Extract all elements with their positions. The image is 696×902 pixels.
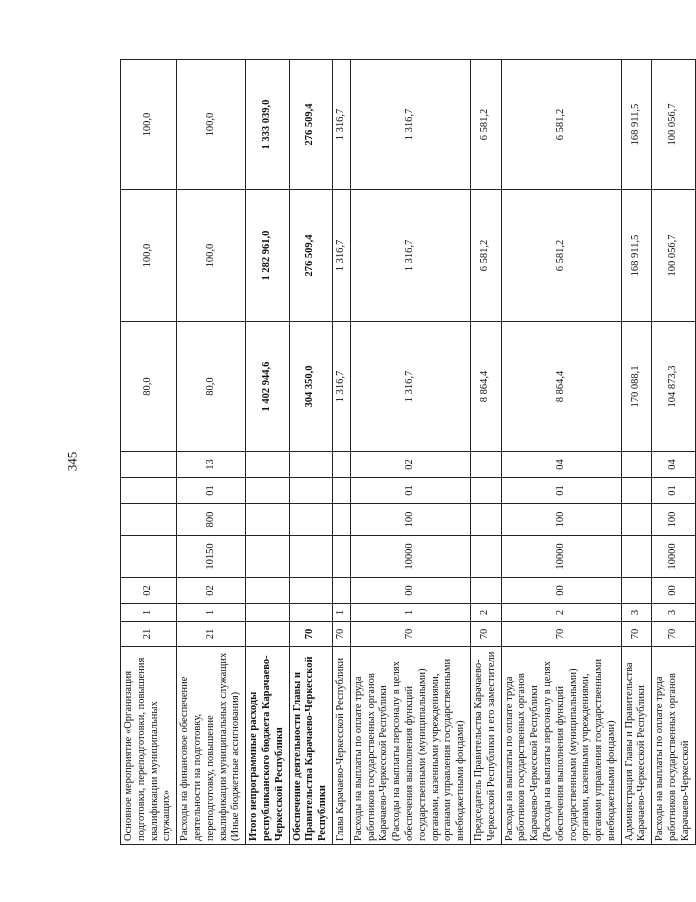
code-subprogram: 2: [501, 604, 621, 622]
code-direction: [621, 536, 652, 578]
code-section: 01: [350, 478, 470, 504]
code-direction: 10000: [350, 536, 470, 578]
value-year-2: 100 056,7: [652, 190, 695, 322]
value-year-3: 276 509,4: [289, 60, 332, 190]
code-expense-type: [246, 504, 289, 536]
value-year-2: 1 282 961,0: [246, 190, 289, 322]
code-subsection: [289, 452, 332, 478]
value-year-1: 1 402 944,6: [246, 322, 289, 452]
budget-table-rotated: [120, 60, 691, 845]
value-year-1: 1 316,7: [332, 322, 350, 452]
code-main-event: 02: [121, 578, 177, 604]
code-program: 70: [289, 622, 332, 647]
table-row: [121, 60, 177, 845]
row-name: Администрация Главы и Правительства Карачаево-Черкесской Республики: [621, 647, 652, 845]
code-expense-type: [332, 504, 350, 536]
table-row: [289, 60, 332, 845]
code-subsection: 04: [501, 452, 621, 478]
code-direction: [470, 536, 501, 578]
code-main-event: 02: [177, 578, 246, 604]
code-expense-type: 100: [350, 504, 470, 536]
code-section: [332, 478, 350, 504]
code-subsection: [332, 452, 350, 478]
code-program: 70: [652, 622, 695, 647]
value-year-2: 168 911,5: [621, 190, 652, 322]
value-year-1: 1 316,7: [350, 322, 470, 452]
code-main-event: [332, 578, 350, 604]
code-section: [621, 478, 652, 504]
code-subsection: 04: [652, 452, 695, 478]
code-subprogram: 3: [652, 604, 695, 622]
code-expense-type: [289, 504, 332, 536]
value-year-2: 100,0: [177, 190, 246, 322]
table-row: [332, 60, 350, 845]
value-year-3: 100,0: [121, 60, 177, 190]
code-direction: 10000: [652, 536, 695, 578]
code-subprogram: 1: [121, 604, 177, 622]
value-year-2: 1 316,7: [332, 190, 350, 322]
code-program: 21: [177, 622, 246, 647]
table-row: [470, 60, 501, 845]
value-year-3: 100,0: [177, 60, 246, 190]
table-body: [121, 60, 696, 845]
code-section: [121, 478, 177, 504]
code-direction: [121, 536, 177, 578]
row-name: Расходы на финансовое обеспечение деятельности на подготовку, переподготовку, повышение квалификации муниципальных служащих (Иные бюджетные ассигнования): [177, 647, 246, 845]
code-direction: 10000: [501, 536, 621, 578]
value-year-2: 100,0: [121, 190, 177, 322]
value-year-3: 1 333 039,0: [246, 60, 289, 190]
code-expense-type: 100: [501, 504, 621, 536]
row-name: Расходы на выплаты по оплате труда работников государственных органов Карачаево-Черкесской Республики (Расходы на выплаты персоналу в целях обеспечения выполнения функций государственными (муниципальными) органами, казенными учреждениями, органами управления государственными внебюджетными фондами): [501, 647, 621, 845]
code-main-event: 00: [350, 578, 470, 604]
code-expense-type: [621, 504, 652, 536]
value-year-1: 80,0: [177, 322, 246, 452]
value-year-2: 1 316,7: [350, 190, 470, 322]
code-main-event: [470, 578, 501, 604]
value-year-3: 6 581,2: [470, 60, 501, 190]
value-year-1: 80,0: [121, 322, 177, 452]
value-year-3: 168 911,5: [621, 60, 652, 190]
code-expense-type: 100: [652, 504, 695, 536]
value-year-1: 104 873,3: [652, 322, 695, 452]
code-section: [289, 478, 332, 504]
code-program: 70: [621, 622, 652, 647]
table-row: [177, 60, 246, 845]
code-section: [470, 478, 501, 504]
row-name: Итого непрограммные расходы республиканского бюджета Карачаево-Черкесской Республики: [246, 647, 289, 845]
code-subprogram: [289, 604, 332, 622]
code-section: 01: [177, 478, 246, 504]
code-subsection: 02: [350, 452, 470, 478]
row-name: Председатель Правительства Карачаево-Черкесской Республики и его заместители: [470, 647, 501, 845]
table-row: [501, 60, 621, 845]
code-subprogram: [246, 604, 289, 622]
code-main-event: [246, 578, 289, 604]
value-year-1: 8 864,4: [501, 322, 621, 452]
value-year-2: 6 581,2: [470, 190, 501, 322]
code-direction: [289, 536, 332, 578]
value-year-3: 1 316,7: [350, 60, 470, 190]
code-program: 70: [501, 622, 621, 647]
code-subprogram: 2: [470, 604, 501, 622]
row-name: Расходы на выплаты по оплате труда работников государственных органов Карачаево-Черкесской Республики (Расходы на выплаты персоналу в целях обеспечения выполнения функций государственными (муниципальными) органами, казенными учреждениями, органами управления государственными внебюджетными фондами): [350, 647, 470, 845]
code-subprogram: 1: [350, 604, 470, 622]
code-main-event: 00: [652, 578, 695, 604]
row-name: Основное мероприятие «Организация подготовки, переподготовки, повышения квалификации муниципальных служащих»: [121, 647, 177, 845]
code-section: [246, 478, 289, 504]
table-row: [350, 60, 470, 845]
code-program: 70: [350, 622, 470, 647]
code-section: 01: [501, 478, 621, 504]
row-name: Обеспечение деятельности Главы и Правительства Карачаево-Черкесской Республики: [289, 647, 332, 845]
value-year-1: 8 864,4: [470, 322, 501, 452]
code-expense-type: 800: [177, 504, 246, 536]
value-year-3: 100 056,7: [652, 60, 695, 190]
code-direction: 10150: [177, 536, 246, 578]
code-subprogram: 3: [621, 604, 652, 622]
budget-table: [120, 59, 696, 845]
code-subsection: [121, 452, 177, 478]
code-main-event: 00: [501, 578, 621, 604]
table-row: [246, 60, 289, 845]
code-expense-type: [121, 504, 177, 536]
code-section: 01: [652, 478, 695, 504]
code-subprogram: 1: [177, 604, 246, 622]
code-program: [246, 622, 289, 647]
value-year-3: 1 316,7: [332, 60, 350, 190]
table-row: [652, 60, 695, 845]
code-program: 70: [332, 622, 350, 647]
code-subsection: [246, 452, 289, 478]
code-main-event: [289, 578, 332, 604]
code-main-event: [621, 578, 652, 604]
code-subsection: [470, 452, 501, 478]
value-year-1: 170 088,1: [621, 322, 652, 452]
code-subprogram: 1: [332, 604, 350, 622]
table-row: [621, 60, 652, 845]
value-year-3: 6 581,2: [501, 60, 621, 190]
code-program: 21: [121, 622, 177, 647]
code-expense-type: [470, 504, 501, 536]
code-program: 70: [470, 622, 501, 647]
value-year-2: 6 581,2: [501, 190, 621, 322]
row-name: Глава Карачаево-Черкесской Республики: [332, 647, 350, 845]
code-direction: [246, 536, 289, 578]
row-name: Расходы на выплаты по оплате труда работников государственных органов Карачаево-Черкесской: [652, 647, 695, 845]
page-number: 345: [64, 451, 80, 472]
code-direction: [332, 536, 350, 578]
code-subsection: 13: [177, 452, 246, 478]
value-year-1: 304 350,0: [289, 322, 332, 452]
value-year-2: 276 509,4: [289, 190, 332, 322]
code-subsection: [621, 452, 652, 478]
